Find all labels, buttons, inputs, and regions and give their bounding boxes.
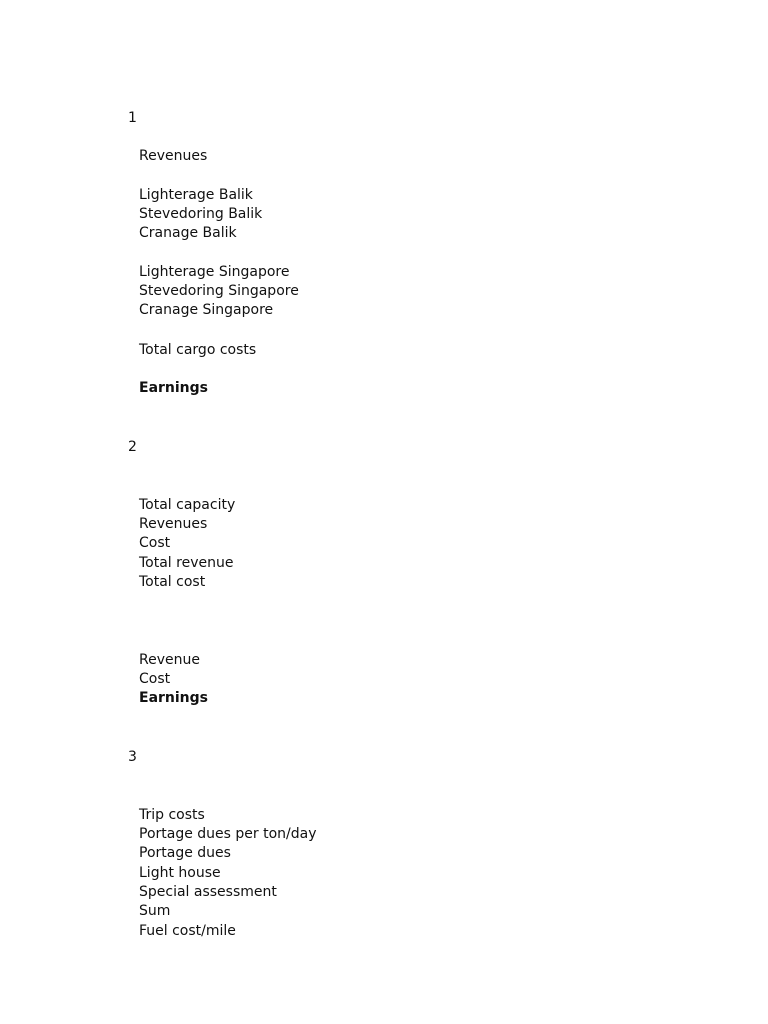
earnings-label: Earnings	[139, 690, 209, 706]
line-item: Total cost	[139, 574, 206, 590]
line-item: Cranage Balik	[139, 225, 237, 241]
line-item: Portage dues per ton/day	[139, 826, 317, 842]
line-item: Total capacity	[139, 497, 236, 513]
line-item: Light house	[139, 865, 221, 881]
section-number: 1	[128, 110, 137, 126]
line-item: Cranage Singapore	[139, 302, 274, 318]
line-item: Portage dues	[139, 845, 231, 861]
section-heading: Revenues	[139, 148, 208, 164]
line-item: Fuel cost/mile	[139, 923, 236, 939]
line-item: Stevedoring Singapore	[139, 283, 299, 299]
line-item: Trip costs	[139, 807, 205, 823]
line-item: Cost	[139, 535, 171, 551]
line-item: Special assessment	[139, 884, 277, 900]
line-item: Sum	[139, 903, 171, 919]
section-number: 2	[128, 439, 137, 455]
line-item: Cost	[139, 671, 171, 687]
line-item: Lighterage Singapore	[139, 264, 290, 280]
section-number: 3	[128, 749, 137, 765]
line-item: Total revenue	[139, 555, 234, 571]
line-item: Revenue	[139, 652, 200, 668]
line-item: Lighterage Balik	[139, 187, 253, 203]
line-item: Revenues	[139, 516, 208, 532]
total-line: Total cargo costs	[139, 342, 257, 358]
earnings-label: Earnings	[139, 380, 209, 396]
line-item: Stevedoring Balik	[139, 206, 263, 222]
